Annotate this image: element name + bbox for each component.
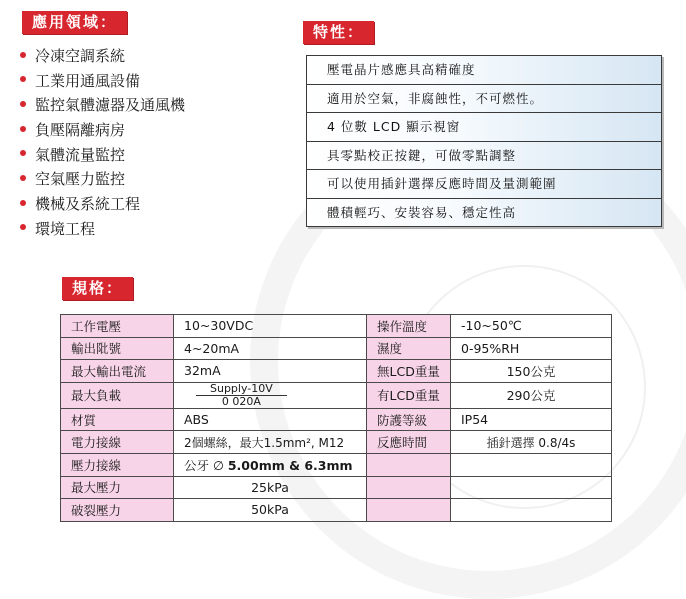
spec-value: 10~30VDC bbox=[174, 315, 367, 338]
table-row bbox=[61, 315, 612, 338]
spec-value: 插針選擇 0.8/4s bbox=[451, 431, 612, 454]
list-item: 冷凍空調系統 bbox=[20, 44, 185, 69]
table-row bbox=[61, 476, 612, 499]
spec-value: ABS bbox=[174, 408, 367, 431]
spec-value: -10~50℃ bbox=[451, 315, 612, 338]
spec-value: 290公克 bbox=[451, 382, 612, 408]
table-row bbox=[61, 337, 612, 360]
bullet-icon bbox=[20, 76, 26, 82]
bullet-icon bbox=[20, 52, 26, 58]
spec-value: 公牙 ∅ 5.00mm & 6.3mm bbox=[174, 453, 367, 476]
table-row bbox=[61, 382, 612, 408]
spec-label-empty bbox=[367, 476, 451, 499]
spec-label: 工作電壓 bbox=[61, 315, 174, 338]
max-load-formula bbox=[196, 383, 287, 408]
specs-heading: 規格： bbox=[62, 277, 133, 300]
spec-value-empty bbox=[451, 499, 612, 522]
feature-row: 壓電晶片感應具高精確度 bbox=[307, 56, 661, 85]
feature-row: 體積輕巧、安裝容易、穩定性高 bbox=[307, 199, 661, 227]
table-row bbox=[61, 431, 612, 454]
spec-label: 防護等級 bbox=[367, 408, 451, 431]
bullet-icon bbox=[20, 224, 26, 230]
spec-value-empty bbox=[451, 453, 612, 476]
spec-value: IP54 bbox=[451, 408, 612, 431]
list-item: 監控氣體濾器及通風機 bbox=[20, 93, 185, 118]
spec-label-empty bbox=[367, 499, 451, 522]
list-item: 工業用通風設備 bbox=[20, 69, 185, 94]
spec-label: 最大壓力 bbox=[61, 476, 174, 499]
formula-denominator: 0 020A bbox=[221, 394, 261, 408]
spec-value: 2個螺絲，最大1.5mm², M12 bbox=[174, 431, 367, 454]
formula-numerator: Supply-10V bbox=[196, 383, 287, 396]
feature-row: 具零點校正按鍵，可做零點調整 bbox=[307, 142, 661, 171]
applications-heading: 應用領域： bbox=[22, 11, 127, 34]
spec-value-empty bbox=[451, 476, 612, 499]
features-box bbox=[306, 55, 662, 227]
feature-row: 適用於空氣，非腐蝕性，不可燃性。 bbox=[307, 85, 661, 114]
spec-label: 輸出阰號 bbox=[61, 337, 174, 360]
features-heading: 特性： bbox=[303, 21, 374, 44]
table-row bbox=[61, 453, 612, 476]
bullet-icon bbox=[20, 101, 26, 107]
bullet-icon bbox=[20, 126, 26, 132]
spec-label: 最大負載 bbox=[61, 382, 174, 408]
list-item: 環境工程 bbox=[20, 217, 185, 242]
spec-label: 反應時間 bbox=[367, 431, 451, 454]
table-row bbox=[61, 360, 612, 383]
spec-label: 有LCD重量 bbox=[367, 382, 451, 408]
table-row bbox=[61, 408, 612, 431]
spec-value: 150公克 bbox=[451, 360, 612, 383]
spec-label-empty bbox=[367, 453, 451, 476]
spec-label: 電力接線 bbox=[61, 431, 174, 454]
spec-label: 破裂壓力 bbox=[61, 499, 174, 522]
spec-label: 濕度 bbox=[367, 337, 451, 360]
list-item: 空氣壓力監控 bbox=[20, 167, 185, 192]
spec-value: 4~20mA bbox=[174, 337, 367, 360]
bullet-icon bbox=[20, 150, 26, 156]
applications-list bbox=[20, 44, 185, 242]
spec-value: 25kPa bbox=[174, 476, 367, 499]
bullet-icon bbox=[20, 200, 26, 206]
spec-value-fraction bbox=[174, 382, 367, 408]
spec-value: 32mA bbox=[174, 360, 367, 383]
spec-value: 50kPa bbox=[174, 499, 367, 522]
spec-label: 材質 bbox=[61, 408, 174, 431]
table-row bbox=[61, 499, 612, 522]
spec-value: 0-95%RH bbox=[451, 337, 612, 360]
spec-label: 最大輸出電流 bbox=[61, 360, 174, 383]
list-item: 機械及系統工程 bbox=[20, 192, 185, 217]
spec-label: 無LCD重量 bbox=[367, 360, 451, 383]
feature-row: 4 位數 LCD 顯示視窗 bbox=[307, 113, 661, 142]
bullet-icon bbox=[20, 175, 26, 181]
specs-table bbox=[60, 314, 612, 522]
spec-label: 壓力接線 bbox=[61, 453, 174, 476]
feature-row: 可以使用插針選擇反應時間及量測範圍 bbox=[307, 170, 661, 199]
spec-label: 操作溫度 bbox=[367, 315, 451, 338]
list-item: 氣體流量監控 bbox=[20, 143, 185, 168]
list-item: 負壓隔離病房 bbox=[20, 118, 185, 143]
